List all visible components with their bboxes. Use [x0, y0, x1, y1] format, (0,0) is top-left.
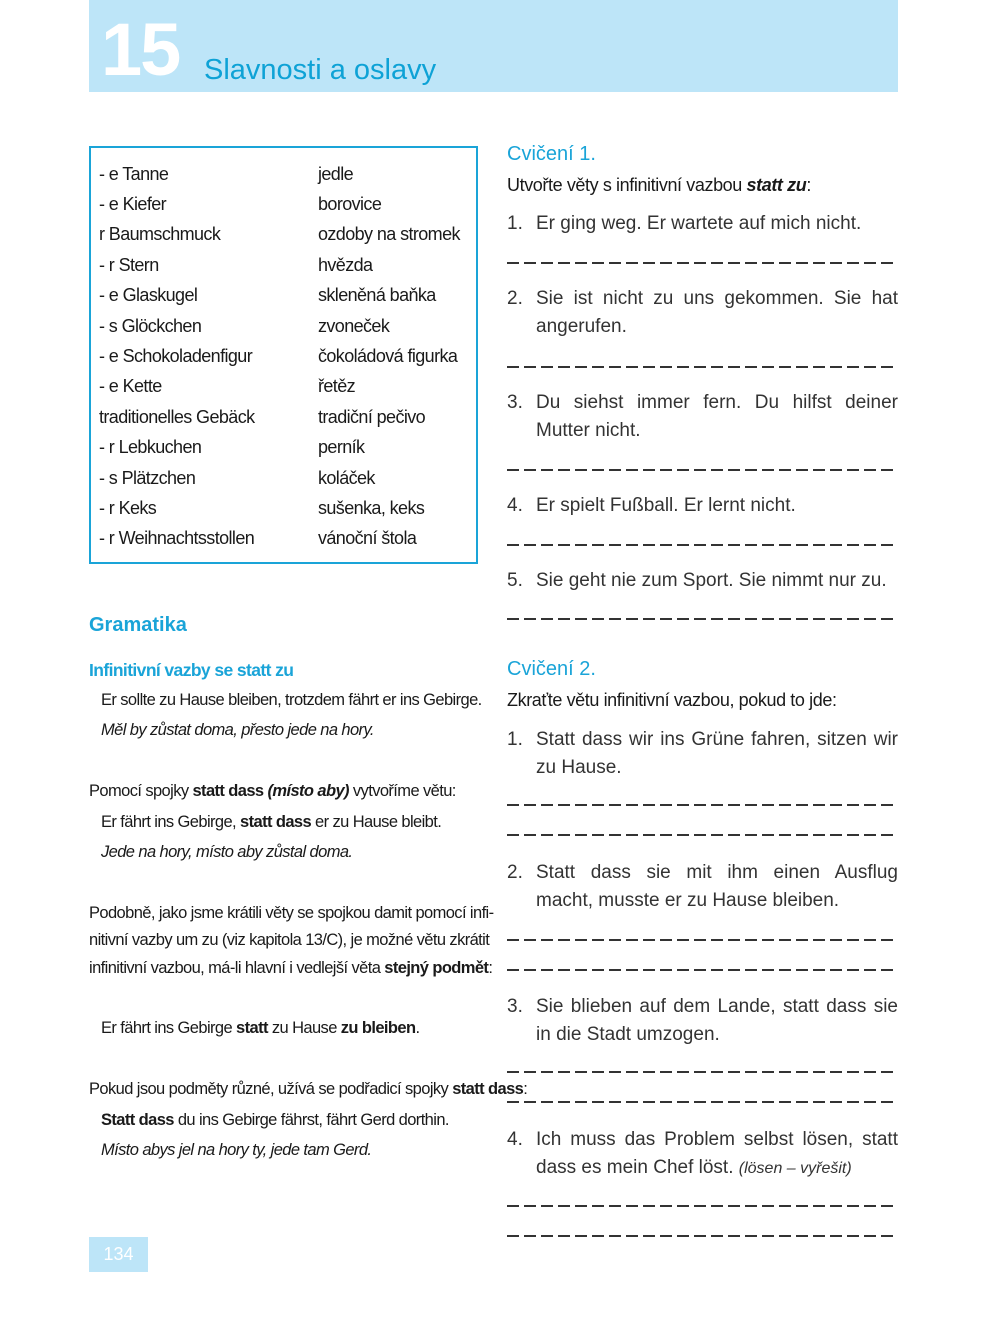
text-bold: statt [236, 1019, 268, 1037]
vocab-cs: čokoládová figurka [318, 346, 458, 367]
item-number: 2. [507, 862, 523, 883]
vocabulary-box [89, 146, 478, 564]
text: Er fährt ins Gebirge [101, 1019, 237, 1037]
vocab-de: - e Kiefer [99, 194, 167, 215]
grammar-translation: Místo abys jel na hory ty, jede tam Gerd. [101, 1141, 372, 1159]
exercise1-title: Cvičení 1. [507, 143, 596, 165]
item-number: 3. [507, 996, 523, 1017]
vocab-cs: vánoční štola [318, 528, 417, 549]
vocab-de: - e Kette [99, 376, 162, 397]
text: du ins Gebirge fährst, fährt Gerd dorthin. [173, 1111, 449, 1129]
exercise1-item [507, 210, 898, 238]
text: zu Hause [267, 1019, 341, 1037]
exercise2-instruction: Zkraťte větu infinitivní vazbou, pokud to jde: [507, 690, 837, 710]
vocab-row [91, 220, 476, 250]
text-bold: statt dass [192, 782, 264, 800]
grammar-paragraph [89, 1074, 527, 1104]
item-number: 5. [507, 570, 523, 591]
vocab-de: - e Schokoladenfigur [99, 346, 253, 367]
vocab-cs: koláček [318, 467, 375, 488]
exercise2-item [507, 726, 898, 782]
text-bold: statt dass [240, 813, 312, 831]
vocab-row [91, 281, 476, 311]
exercise2-item [507, 859, 898, 915]
grammar-paragraph-line: Podobně, jako jsme krátili věty se spojkou damit pomocí infi- [89, 904, 494, 922]
vocab-de: - s Plätzchen [99, 467, 196, 488]
exercise2-item [507, 1126, 898, 1183]
text: er zu Hause bleibt. [311, 813, 442, 831]
item-number: 1. [507, 213, 523, 234]
page-number: 134 [89, 1237, 148, 1272]
vocab-cs: jedle [318, 163, 354, 184]
text: Utvořte věty s infinitivní vazbou [507, 175, 747, 195]
grammar-translation: Jede na hory, místo aby zůstal doma. [101, 843, 353, 861]
answer-line[interactable] [507, 804, 898, 806]
vocab-row [91, 493, 476, 523]
exercise1-item [507, 389, 898, 445]
text: Ich muss das Problem selbst lösen, statt dass es mein Chef löst. [536, 1129, 898, 1178]
text: . [415, 1019, 420, 1037]
vocab-cs: borovice [318, 194, 382, 215]
answer-line[interactable] [507, 939, 898, 941]
vocab-de: - e Tanne [99, 163, 169, 184]
text-bold: statt dass [452, 1080, 524, 1098]
grammar-paragraph [89, 776, 456, 806]
text: : [523, 1080, 528, 1098]
text: : [488, 959, 493, 977]
text: infinitivní vazbou, má-li hlavní i vedlejší věta [89, 959, 385, 977]
text: Pokud jsou podměty různé, užívá se podřadicí spojky [89, 1080, 453, 1098]
grammar-subheading [89, 655, 293, 686]
vocab-row [91, 433, 476, 463]
item-number: 3. [507, 392, 523, 413]
answer-line[interactable] [507, 1235, 898, 1237]
grammar-example [101, 807, 441, 837]
text-bold-italic: statt zu [746, 175, 807, 195]
vocab-de: - r Weihnachtsstollen [99, 528, 255, 549]
vocab-row [91, 463, 476, 493]
answer-line[interactable] [507, 262, 898, 264]
vocab-de: - s Glöckchen [99, 315, 202, 336]
grammar-example [101, 1105, 449, 1135]
answer-line[interactable] [507, 469, 898, 471]
answer-line[interactable] [507, 1101, 898, 1103]
answer-line[interactable] [507, 366, 898, 368]
vocab-row [91, 159, 476, 189]
vocab-row [91, 341, 476, 371]
item-text: Er spielt Fußball. Er lernt nicht. [536, 495, 796, 516]
text-bold: stejný podmět [384, 959, 489, 977]
vocab-cs: sušenka, keks [318, 497, 425, 518]
item-number: 2. [507, 288, 523, 309]
chapter-header [89, 0, 898, 92]
grammar-paragraph-line: nitivní vazby um zu (viz kapitola 13/C), je možné větu zkrátit [89, 931, 490, 949]
vocab-row [91, 402, 476, 432]
item-text: Sie blieben auf dem Lande, statt dass sie in die Stadt umzogen. [536, 996, 898, 1045]
vocab-de: traditionelles Gebäck [99, 406, 255, 427]
vocab-de: - e Glaskugel [99, 285, 198, 306]
answer-line[interactable] [507, 969, 898, 971]
text-bold: zu bleiben [340, 1019, 416, 1037]
item-text [536, 1126, 898, 1183]
answer-line[interactable] [507, 618, 898, 620]
vocab-row [91, 189, 476, 219]
answer-line[interactable] [507, 1205, 898, 1207]
item-text: Er ging weg. Er wartete auf mich nicht. [536, 213, 862, 234]
vocab-row [91, 524, 476, 554]
vocab-cs: hvězda [318, 254, 373, 275]
grammar-example [101, 1013, 419, 1043]
vocab-row [91, 250, 476, 280]
vocab-cs: skleněná baňka [318, 285, 436, 306]
item-note: (lösen – vyřešit) [738, 1160, 852, 1177]
vocab-row [91, 311, 476, 341]
grammar-paragraph-line [89, 953, 492, 983]
vocab-cs: zvoneček [318, 315, 390, 336]
chapter-title: Slavnosti a oslavy [204, 54, 437, 86]
answer-line[interactable] [507, 544, 898, 546]
answer-line[interactable] [507, 834, 898, 836]
answer-line[interactable] [507, 1071, 898, 1073]
item-number: 4. [507, 495, 523, 516]
exercise1-item [507, 567, 898, 595]
grammar-example: Er sollte zu Hause bleiben, trotzdem fährt er ins Gebirge. [101, 691, 482, 709]
exercise1-item [507, 492, 898, 520]
item-text: Statt dass sie mit ihm einen Ausflug macht, musste er zu Hause bleiben. [536, 862, 898, 911]
grammar-translation: Měl by zůstat doma, přesto jede na hory. [101, 721, 374, 739]
item-number: 4. [507, 1129, 523, 1150]
text: vytvoříme větu: [348, 782, 456, 800]
text: Er fährt ins Gebirge, [101, 813, 241, 831]
item-text: Du siehst immer fern. Du hilfst deiner Mutter nicht. [536, 392, 898, 441]
exercise1-instruction [507, 175, 898, 196]
exercise2-item [507, 993, 898, 1049]
grammar-heading: Gramatika [89, 614, 187, 636]
vocab-cs: tradiční pečivo [318, 406, 426, 427]
grammar-subheading-text: Infinitivní vazby se statt zu [89, 660, 294, 680]
vocab-de: r Baumschmuck [99, 224, 221, 245]
text: : [806, 175, 811, 195]
vocab-de: - r Stern [99, 254, 159, 275]
exercise1-item [507, 285, 898, 341]
vocab-de: - r Lebkuchen [99, 437, 202, 458]
text: Pomocí spojky [89, 782, 193, 800]
text-bold-italic: (místo aby) [267, 782, 349, 800]
text-bold: Statt dass [101, 1111, 174, 1129]
vocab-de: - r Keks [99, 497, 157, 518]
exercise2-title: Cvičení 2. [507, 658, 596, 680]
vocab-row [91, 372, 476, 402]
vocab-cs: řetěz [318, 376, 356, 397]
item-text: Sie geht nie zum Sport. Sie nimmt nur zu. [536, 570, 887, 591]
item-number: 1. [507, 729, 523, 750]
item-text: Sie ist nicht zu uns gekommen. Sie hat angerufen. [536, 288, 898, 337]
item-text: Statt dass wir ins Grüne fahren, sitzen wir zu Hause. [536, 729, 898, 778]
chapter-number: 15 [101, 8, 180, 91]
vocab-cs: perník [318, 437, 365, 458]
vocab-cs: ozdoby na stromek [318, 224, 460, 245]
